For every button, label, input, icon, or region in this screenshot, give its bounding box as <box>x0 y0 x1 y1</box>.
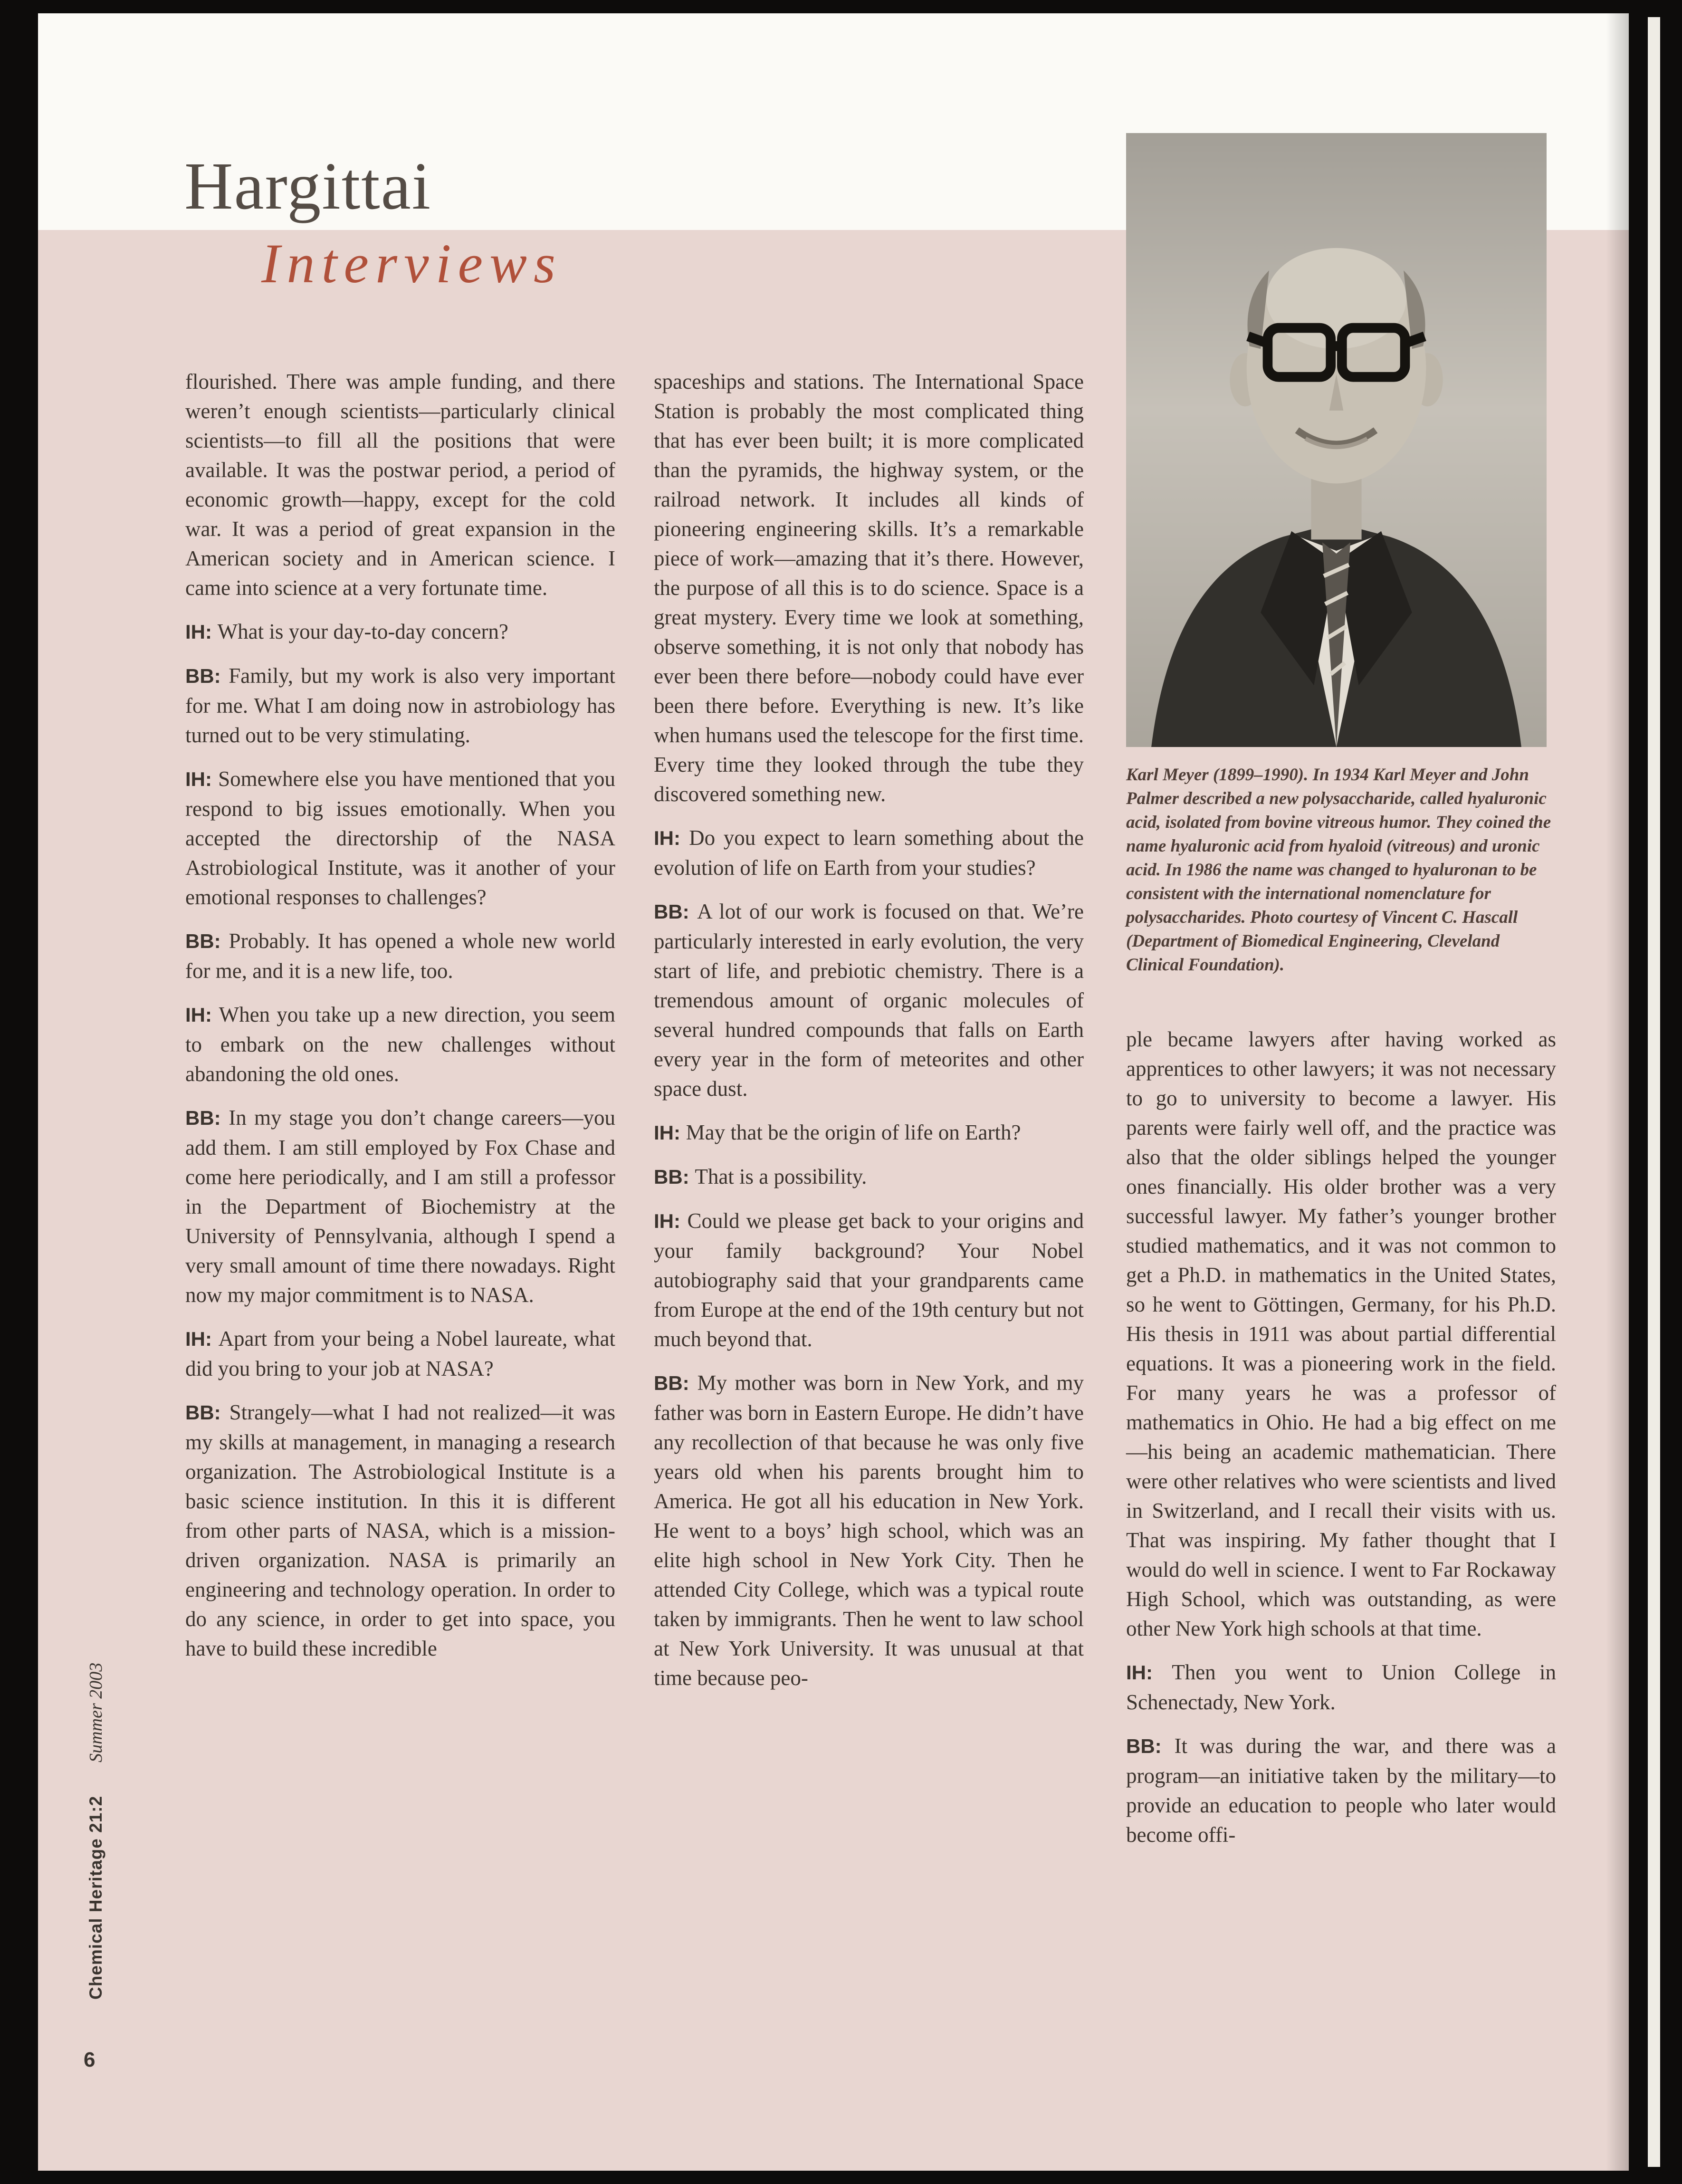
spine-text <box>86 1663 106 2000</box>
body-paragraph: spaceships and stations. The International Space Station is probably the most complicated thing that has ever been built; it is more complicated than the pyramids, the highway system, or the railroad network. It includes all kinds of pioneering engineering skills. It’s a remarkable piece of work—amazing that it’s there. However, the purpose of all this is to do science. Space is a great mystery. Every time we look at something, observe something, it is not only that nobody has ever been there before—nobody could have ever been there before. Everything is new. It’s like when humans used the telescope for the first time. Every time they looked through the tube they discovered something new. <box>654 370 1084 806</box>
interview-paragraph: BB: In my stage you don’t change careers—you add them. I am still employed by Fox Chase and come here periodically, and I am still a professor in the Department of Biochemistry at the University of Pennsylvania, although I spend a very small amount of time there nowadays. Right now my major commitment is to NASA. <box>185 1106 616 1307</box>
interview-paragraph: IH: May that be the origin of life on Earth? <box>654 1121 1021 1144</box>
photo-caption: Karl Meyer (1899–1990). In 1934 Karl Meyer and John Palmer described a new polysaccharide, called hyaluronic acid, isolated from bovine vitreous humor. They coined the name hyaluronic acid from hyaloid (vitreous) and uronic acid. In 1986 the name was changed to hyaluronan to be consistent with the international nomenclature for polysaccharides. Photo courtesy of Vincent C. Hascall (Department of Biomedical Engineering, Cleveland Clinical Foundation). <box>1126 765 1551 975</box>
next-page-edge <box>1648 17 1660 2167</box>
masthead-subtitle: Interviews <box>261 232 563 295</box>
speaker-label: IH: <box>185 768 219 790</box>
speaker-label: IH: <box>654 827 689 849</box>
speaker-label: IH: <box>654 1121 686 1144</box>
speaker-label: IH: <box>1126 1661 1172 1684</box>
page <box>38 13 1629 2171</box>
speaker-label: IH: <box>185 621 218 643</box>
interview-paragraph: BB: A lot of our work is focused on that. We’re particularly interested in early evolution, the very start of life, and prebiotic chemistry. There is a tremendous amount of organic molecules of several hundred compounds that falls on Earth every year in the form of meteorites and other space dust. <box>654 900 1084 1101</box>
masthead-title: Hargittai <box>184 148 432 223</box>
text-column-3 <box>1126 1025 1556 2160</box>
speaker-label: BB: <box>654 900 698 923</box>
interview-paragraph: IH: Do you expect to learn something about the evolution of life on Earth from your studies? <box>654 826 1084 880</box>
interview-paragraph: IH: Could we please get back to your origins and your family background? Your Nobel autobiography said that your grandparents came from Europe at the end of the 19th century but not much beyond that. <box>654 1209 1084 1351</box>
body-paragraph: flourished. There was ample funding, and there weren’t enough scientists—particularly clinical scientists—to fill all the positions that were available. It was the postwar period, a period of economic growth—happy, except for the cold war. It was a period of great expansion in the American society and in American science. I came into science at a very fortunate time. <box>185 370 615 600</box>
speaker-label: IH: <box>654 1210 688 1232</box>
speaker-label: BB: <box>185 665 229 687</box>
interview-paragraph: IH: Apart from your being a Nobel laureate, what did you bring to your job at NASA? <box>185 1327 616 1380</box>
speaker-label: BB: <box>654 1166 695 1188</box>
speaker-label: BB: <box>185 1401 229 1424</box>
speaker-label: BB: <box>1126 1735 1175 1757</box>
text-column-2 <box>654 367 1084 2163</box>
interview-paragraph: BB: Family, but my work is also very important for me. What I am doing now in astrobiology has turned out to be very stimulating. <box>185 664 615 747</box>
interview-paragraph: BB: That is a possibility. <box>654 1165 867 1188</box>
interview-paragraph: BB: Probably. It has opened a whole new world for me, and it is a new life, too. <box>185 929 615 983</box>
journal-title: Chemical Heritage 21:2 <box>86 1795 105 2000</box>
page-number: 6 <box>84 2048 96 2071</box>
portrait-illustration <box>1126 133 1547 747</box>
interview-paragraph: BB: Strangely—what I had not realized—it was my skills at management, in managing a research organization. The Astrobiological Institute is a basic science institution. In this it is different from other parts of NASA, which is a mission-driven organization. NASA is primarily an engineering and technology operation. In order to do any science, in order to get into space, you have to build these incredible <box>185 1400 615 1660</box>
interview-paragraph: IH: What is your day-to-day concern? <box>185 620 508 643</box>
interview-paragraph: IH: Somewhere else you have mentioned that you respond to big issues emotionally. When you accepted the directorship of the NASA Astrobiological Institute, was it another of your emotional responses to challenges? <box>185 767 615 909</box>
interview-paragraph: IH: Then you went to Union College in Schenectady, New York. <box>1126 1660 1556 1714</box>
issue-season: Summer 2003 <box>86 1662 106 1763</box>
speaker-label: BB: <box>654 1372 698 1394</box>
speaker-label: BB: <box>185 930 229 952</box>
body-paragraph: ple became lawyers after having worked as apprentices to other lawyers; it was not necessary to go to university to become a lawyer. His parents were fairly well off, and the practice was also that the older siblings helped the younger ones financially. His older brother was a very successful lawyer. My father’s younger brother studied mathematics, and it was not common to get a Ph.D. in mathematics in the United States, so he went to Göttingen, Germany, for his Ph.D. His thesis in 1911 was about partial differential equations. It was a pioneering work in the field. For many years he was a professor of mathematics in Ohio. He had a big effect on me—his being an academic mathematician. There were other relatives who were scientists and lived in Switzerland, and I recall their visits with us. That was inspiring. My father thought that I would do well in science. I went to Far Rockaway High School, which was outstanding, as were other New York high schools at that time. <box>1126 1027 1556 1640</box>
speaker-label: BB: <box>185 1107 229 1129</box>
speaker-label: IH: <box>185 1328 219 1350</box>
interview-paragraph: BB: It was during the war, and there was a program—an initiative taken by the military—to provide an education to people who later would become offi- <box>1126 1734 1556 1847</box>
karl-meyer-portrait-photo <box>1126 133 1547 747</box>
page-edge-shadow <box>1606 13 1629 2171</box>
interview-paragraph: BB: My mother was born in New York, and my father was born in Eastern Europe. He didn’t have any recollection of that because he was only five years old when his parents brought him to America. He got all his education in New York. He went to a boys’ high school, which was an elite high school in New York City. Then he attended City College, which was a typical route taken by immigrants. Then he went to law school at New York University. It was unusual at that time because peo- <box>654 1371 1084 1690</box>
interview-paragraph: IH: When you take up a new direction, you seem to embark on the new challenges without abandoning the old ones. <box>185 1003 615 1086</box>
speaker-label: IH: <box>185 1004 219 1026</box>
text-column-1 <box>185 367 615 2163</box>
